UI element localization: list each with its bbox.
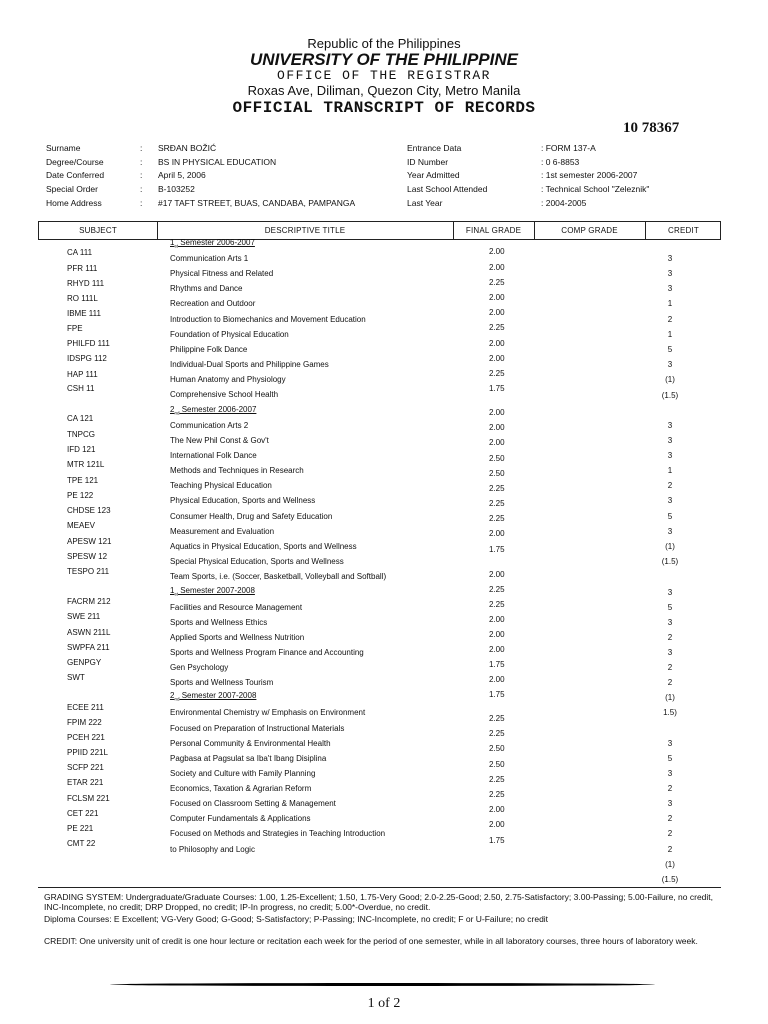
divider — [38, 887, 721, 888]
course-title: Computer Fundamentals & Applications — [170, 814, 311, 823]
course-title: Foundation of Physical Education — [170, 330, 289, 339]
col-descriptive-title: DESCRIPTIVE TITLE — [264, 226, 346, 235]
subject-code: CHDSE 123 — [67, 506, 111, 515]
final-grade: 2.00 — [489, 423, 505, 432]
credit-value: (1) — [665, 693, 675, 702]
course-title: Facilities and Resource Management — [170, 603, 303, 612]
university-name: UNIVERSITY OF THE PHILIPPINE — [250, 50, 518, 69]
course-title: Sports and Wellness Program Finance and Accounting — [170, 648, 364, 657]
credit-value: 2 — [667, 678, 673, 687]
credit-value: 1 — [667, 299, 673, 308]
final-grade: 2.25 — [489, 790, 505, 799]
final-grade: 1.75 — [489, 545, 505, 554]
course-title: Individual-Dual Sports and Philippine Games — [170, 360, 329, 369]
info-value: : Technical School "Zeleznik" — [541, 184, 650, 194]
course-title: Sports and Wellness Ethics — [170, 618, 268, 627]
credit-value: 3 — [667, 360, 673, 369]
credit-value: 2 — [667, 845, 673, 854]
credit-value: 2 — [667, 633, 673, 642]
subject-code: PHILFD 111 — [67, 339, 110, 348]
credit-value: 3 — [667, 496, 673, 505]
credit-value: 3 — [667, 436, 673, 445]
transcript-table-header — [38, 221, 721, 240]
final-grade: 2.50 — [489, 454, 505, 463]
course-title: Society and Culture with Family Planning — [170, 769, 316, 778]
final-grade: 2.00 — [489, 529, 505, 538]
subject-code: FPIM 222 — [67, 718, 102, 727]
info-label: Date Conferred — [46, 170, 105, 180]
subject-code: IDSPG 112 — [67, 354, 107, 363]
subject-code: CA 121 — [67, 414, 94, 423]
course-title: Rhythms and Dance — [170, 284, 243, 293]
subject-code: PE 122 — [67, 491, 94, 500]
credit-value: 3 — [667, 769, 673, 778]
subject-code: MTR 121L — [67, 460, 105, 469]
col-subject: SUBJECT — [79, 226, 117, 235]
credit-value: (1) — [665, 375, 675, 384]
final-grade: 2.00 — [489, 675, 505, 684]
info-label: Year Admitted — [407, 170, 460, 180]
credit-value: 2 — [667, 663, 673, 672]
final-grade: 2.25 — [489, 514, 505, 523]
course-title: Team Sports, i.e. (Soccer, Basketball, Volleyball and Softball) — [170, 572, 387, 581]
final-grade: 2.00 — [489, 805, 505, 814]
subject-code: PFR 111 — [67, 264, 98, 273]
subject-code: CMT 22 — [67, 839, 96, 848]
credit-value: (1) — [665, 860, 675, 869]
subject-code: TPE 121 — [67, 476, 99, 485]
credit-value: 1 — [667, 466, 673, 475]
final-grade: 1.75 — [489, 384, 505, 393]
subject-code: ECEE 211 — [67, 703, 104, 712]
course-title: Measurement and Evaluation — [170, 527, 275, 536]
subject-code: GENPGY — [67, 658, 102, 667]
info-value: : 0 6-8853 — [541, 157, 580, 167]
info-value: #17 TAFT STREET, BUAS, CANDABA, PAMPANGA — [158, 198, 356, 208]
final-grade: 2.25 — [489, 484, 505, 493]
subject-code: FCLSM 221 — [67, 794, 110, 803]
subject-code: IBME 111 — [67, 309, 101, 318]
final-grade: 1.75 — [489, 836, 505, 845]
credit-value: 3 — [667, 618, 673, 627]
semester-heading: $2_{nd}$ Semester 2006-2007 — [170, 405, 257, 416]
course-title: to Philosophy and Logic — [170, 845, 255, 854]
final-grade: 2.25 — [489, 278, 505, 287]
credit-value: (1) — [665, 542, 675, 551]
final-grade: 2.00 — [489, 339, 505, 348]
info-label: Special Order — [46, 184, 98, 194]
course-title: Environmental Chemistry w/ Emphasis on Environment — [170, 708, 366, 717]
info-value: B-103252 — [158, 184, 195, 194]
credit-value: 2 — [667, 814, 673, 823]
course-title: Pagbasa at Pagsulat sa Iba't Ibang Disiplina — [170, 754, 327, 763]
course-title: Special Physical Education, Sports and Wellness — [170, 557, 344, 566]
info-value: April 5, 2006 — [158, 170, 206, 180]
info-label: Last Year — [407, 198, 443, 208]
final-grade: 2.00 — [489, 438, 505, 447]
course-title: Focused on Classroom Setting & Management — [170, 799, 336, 808]
final-grade: 2.00 — [489, 354, 505, 363]
final-grade: 2.00 — [489, 615, 505, 624]
subject-code: ETAR 221 — [67, 778, 104, 787]
page-number: 1 of 2 — [367, 996, 401, 1011]
info-value: : 1st semester 2006-2007 — [541, 170, 638, 180]
credit-value: 3 — [667, 451, 673, 460]
subject-code: CSH 11 — [67, 384, 95, 393]
credit-value: 2 — [667, 784, 673, 793]
credit-value: 3 — [667, 527, 673, 536]
info-colon: : — [140, 157, 143, 167]
col-credit: CREDIT — [668, 226, 699, 235]
final-grade: 2.25 — [489, 600, 505, 609]
document-number: 10 78367 — [623, 120, 680, 136]
course-title: Aquatics in Physical Education, Sports and Wellness — [170, 542, 357, 551]
final-grade: 1.75 — [489, 660, 505, 669]
info-label: Surname — [46, 143, 81, 153]
col-final-grade: FINAL GRADE — [465, 226, 522, 235]
subject-code: SWT — [67, 673, 85, 682]
credit-note: CREDIT: One university unit of credit is one hour lecture or recitation each week for the period of one semester, while in all laboratory courses, three hours of laboratory week. — [44, 936, 698, 946]
divider — [110, 983, 655, 986]
course-title: Focused on Preparation of Instructional Materials — [170, 724, 345, 733]
subject-code: APESW 121 — [67, 537, 112, 546]
semester-heading: $2_{nd}$ Semester 2007-2008 — [170, 691, 257, 702]
credit-value: 3 — [667, 254, 673, 263]
semester-heading: $1_{st}$ Semester 2006-2007 — [170, 238, 255, 249]
subject-code: CET 221 — [67, 809, 99, 818]
final-grade: 2.25 — [489, 499, 505, 508]
credit-value: (1.5) — [661, 875, 679, 884]
course-title: Gen Psychology — [170, 663, 229, 672]
subject-code: MEAEV — [67, 521, 96, 530]
credit-value: 3 — [667, 284, 673, 293]
subject-code: SWE 211 — [67, 612, 101, 621]
final-grade: 1.75 — [489, 690, 505, 699]
subject-code: SPESW 12 — [67, 552, 108, 561]
final-grade: 2.00 — [489, 247, 505, 256]
final-grade: 2.00 — [489, 263, 505, 272]
credit-value: 2 — [667, 829, 673, 838]
course-title: Philippine Folk Dance — [170, 345, 248, 354]
course-title: Consumer Health, Drug and Safety Education — [170, 512, 333, 521]
info-colon: : — [140, 184, 143, 194]
subject-code: SWPFA 211 — [67, 643, 110, 652]
credit-value: 3 — [667, 269, 673, 278]
subject-code: FACRM 212 — [67, 597, 111, 606]
course-title: Recreation and Outdoor — [170, 299, 256, 308]
course-title: Teaching Physical Education — [170, 481, 272, 490]
subject-code: PPIID 221L — [67, 748, 108, 757]
info-label: Entrance Data — [407, 143, 462, 153]
info-value: : FORM 137-A — [541, 143, 596, 153]
col-comp-grade: COMP GRADE — [561, 226, 618, 235]
course-title: Methods and Techniques in Research — [170, 466, 304, 475]
course-title: Applied Sports and Wellness Nutrition — [170, 633, 305, 642]
course-title: The New Phil Const & Gov't — [170, 436, 269, 445]
republic-line: Republic of the Philippines — [307, 36, 461, 51]
final-grade: 2.00 — [489, 645, 505, 654]
final-grade: 2.00 — [489, 308, 505, 317]
credit-value: 1.5) — [663, 708, 677, 717]
office-line: OFFICE OF THE REGISTRAR — [277, 68, 491, 83]
credit-value: 2 — [667, 481, 673, 490]
final-grade: 2.25 — [489, 714, 505, 723]
final-grade: 2.25 — [489, 369, 505, 378]
credit-value: 3 — [667, 739, 673, 748]
credit-value: 3 — [667, 799, 673, 808]
course-title: Physical Fitness and Related — [170, 269, 274, 278]
diploma-courses-note: Diploma Courses: E Excellent; VG-Very Good; G-Good; S-Satisfactory; P-Passing; INC-Incomplete, no credit; F or U-Failure; no credit — [44, 914, 549, 924]
address-line: Roxas Ave, Diliman, Quezon City, Metro Manila — [247, 83, 521, 98]
subject-code: IFD 121 — [67, 445, 96, 454]
credit-value: 3 — [667, 421, 673, 430]
course-title: Human Anatomy and Physiology — [170, 375, 286, 384]
info-value: SRĐAN BOŽIĆ — [158, 143, 217, 153]
info-label: Home Address — [46, 198, 102, 208]
course-title: Sports and Wellness Tourism — [170, 678, 274, 687]
info-colon: : — [140, 198, 143, 208]
credit-value: 3 — [667, 588, 673, 597]
subject-code: CA 111 — [67, 248, 93, 257]
credit-value: 3 — [667, 648, 673, 657]
course-title: Introduction to Biomechanics and Movement Education — [170, 315, 366, 324]
course-title: Economics, Taxation & Agrarian Reform — [170, 784, 312, 793]
credit-value: (1.5) — [661, 557, 679, 566]
final-grade: 2.00 — [489, 820, 505, 829]
final-grade: 2.25 — [489, 323, 505, 332]
course-title: Physical Education, Sports and Wellness — [170, 496, 316, 505]
grading-system-note: GRADING SYSTEM: Undergraduate/Graduate Courses: 1.00, 1.25-Excellent; 1.50, 1.75-Very Good; 2.0-2.25-Good; 2.50, 2.75-Satisfactory; 3.00-Passing; 5.00-Failure, no credit, INC-Incomplete, no credit; DRP Dropped, no credit; IP-In progress, no credit; 5.00*-Overdue, no credit. — [44, 892, 714, 912]
course-title: International Folk Dance — [170, 451, 257, 460]
course-title: Comprehensive School Health — [170, 390, 279, 399]
final-grade: 2.00 — [489, 570, 505, 579]
info-label: Last School Attended — [407, 184, 488, 194]
document-title: OFFICIAL TRANSCRIPT OF RECORDS — [232, 99, 536, 117]
credit-value: (1.5) — [661, 391, 679, 400]
final-grade: 2.50 — [489, 760, 505, 769]
subject-code: TESPO 211 — [67, 567, 110, 576]
final-grade: 2.50 — [489, 469, 505, 478]
final-grade: 2.00 — [489, 408, 505, 417]
info-label: Degree/Course — [46, 157, 104, 167]
credit-value: 5 — [667, 754, 673, 763]
subject-code: TNPCG — [67, 430, 95, 439]
final-grade: 2.25 — [489, 729, 505, 738]
final-grade: 2.25 — [489, 585, 505, 594]
info-colon: : — [140, 143, 143, 153]
info-value: : 2004-2005 — [541, 198, 587, 208]
credit-value: 5 — [667, 603, 673, 612]
final-grade: 2.00 — [489, 293, 505, 302]
subject-code: HAP 111 — [67, 370, 98, 379]
subject-code: SCFP 221 — [67, 763, 104, 772]
info-label: ID Number — [407, 157, 449, 167]
course-title: Communication Arts 1 — [170, 254, 249, 263]
course-title: Personal Community & Environmental Health — [170, 739, 331, 748]
subject-code: RHYD 111 — [67, 279, 105, 288]
subject-code: RO 111L — [67, 294, 98, 303]
subject-code: ASWN 211L — [67, 628, 111, 637]
credit-value: 2 — [667, 315, 673, 324]
info-value: BS IN PHYSICAL EDUCATION — [158, 157, 277, 167]
credit-value: 5 — [667, 512, 673, 521]
credit-value: 1 — [667, 330, 673, 339]
course-title: Focused on Methods and Strategies in Teaching Introduction — [170, 829, 386, 838]
semester-heading: $1_{st}$ Semester 2007-2008 — [170, 586, 255, 597]
final-grade: 2.25 — [489, 775, 505, 784]
credit-value: 5 — [667, 345, 673, 354]
subject-code: FPE — [67, 324, 83, 333]
subject-code: PCEH 221 — [67, 733, 105, 742]
info-colon: : — [140, 170, 143, 180]
final-grade: 2.50 — [489, 744, 505, 753]
subject-code: PE 221 — [67, 824, 94, 833]
course-title: Communication Arts 2 — [170, 421, 249, 430]
final-grade: 2.00 — [489, 630, 505, 639]
